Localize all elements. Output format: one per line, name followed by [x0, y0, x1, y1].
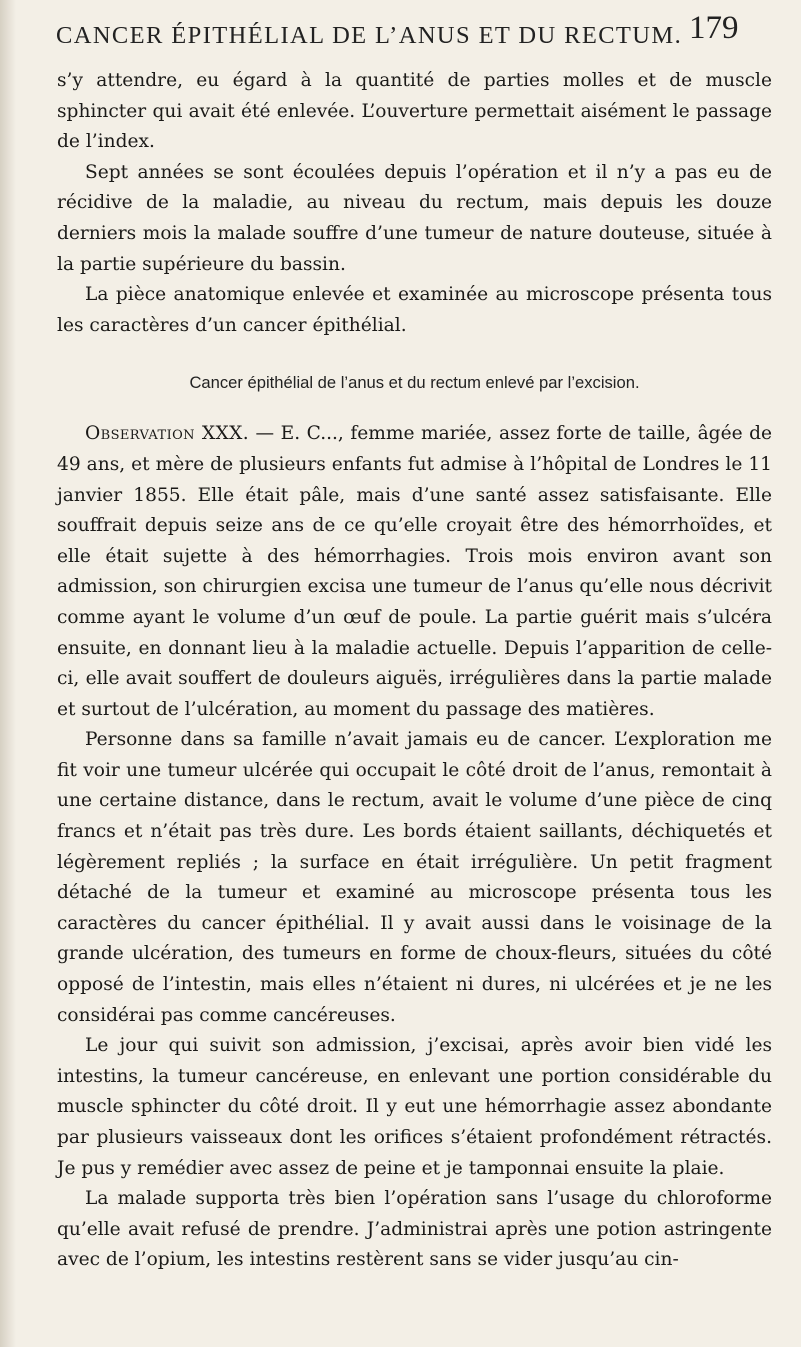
running-title: CANCER ÉPITHÉLIAL DE L’ANUS ET DU RECTUM. [56, 22, 683, 49]
paragraph-continuation: s’y attendre, eu égard à la quantité de parties molles et de muscle sphincter qui avait été enlevée. L’ouverture permettait aisément le passage de l’index. [57, 70, 772, 153]
page-edge-shadow [0, 0, 16, 1347]
body-text [57, 66, 772, 1276]
page-number: 179 [689, 10, 739, 46]
observation-paragraph [57, 419, 772, 725]
observation-label: Observation XXX. [85, 423, 250, 445]
paragraph-recovery: La malade supporta très bien l’opération sans l’usage du chloroforme qu’elle avait refusé de prendre. J’administrai après une potion astringente avec de l’opium, les intestins restèrent sans se vider jusqu’au cin- [57, 1188, 772, 1271]
observation-text: — E. C..., femme mariée, assez forte de taille, âgée de 49 ans, et mère de plusieurs enfants fut admise à l’hôpital de Londres le 11 janvier 1855. Elle était pâle, mais d’une santé assez satisfaisante. Elle souffrait depuis seize ans de ce qu’elle croyait être des hémorrhoïdes, et elle était sujette à des hémorrhagies. Trois mois environ avant son admission, son chirurgien excisa une tumeur de l’anus qu’elle nous décrivit comme ayant le volume d’un œuf de poule. La partie guérit mais s’ulcéra ensuite, en donnant lieu à la maladie actuelle. Depuis l’apparition de celle-ci, elle avait souffert de douleurs aiguës, irrégulières dans la partie malade et surtout de l’ulcération, au moment du passage des matières. [57, 423, 772, 720]
paragraph-excision: Le jour qui suivit son admission, j’excisai, après avoir bien vidé les intestins, la tumeur cancéreuse, en enlevant une portion considérable du muscle sphincter du côté droit. Il y eut une hémorrhagie assez abondante par plusieurs vaisseaux dont les orifices s’étaient profondément rétractés. Je pus y remédier avec assez de peine et je tamponnai ensuite la plaie. [57, 1035, 772, 1179]
running-head [56, 10, 796, 54]
paragraph-exploration: Personne dans sa famille n’avait jamais eu de cancer. L’exploration me fit voir une tumeur ulcérée qui occupait le côté droit de l’anus, remontait à une certaine distance, dans le rectum, avait le volume d’une pièce de cinq francs et n’était pas très dure. Les bords étaient saillants, déchiquetés et légèrement repliés ; la surface en était irrégulière. Un petit fragment détaché de la tumeur et examiné au microscope présenta tous les caractères du cancer épithélial. Il y avait aussi dans le voisinage de la grande ulcération, des tumeurs en forme de choux-fleurs, situées du côté opposé de l’intestin, mais elles n’étaient ni dures, ni ulcérées et je ne les considérai pas comme cancéreuses. [57, 729, 772, 1026]
paragraph-anatomy: La pièce anatomique enlevée et examinée au microscope présenta tous les caractères d’un cancer épithélial. [57, 284, 772, 336]
section-caption: Cancer épithélial de l’anus et du rectum enlevé par l’excision. [189, 373, 640, 393]
paragraph-recurrence: Sept années se sont écoulées depuis l’opération et il n’y a pas eu de récidive de la maladie, au niveau du rectum, mais depuis les douze derniers mois la malade souffre d’une tumeur de nature douteuse, située à la partie supérieure du bassin. [57, 161, 772, 275]
